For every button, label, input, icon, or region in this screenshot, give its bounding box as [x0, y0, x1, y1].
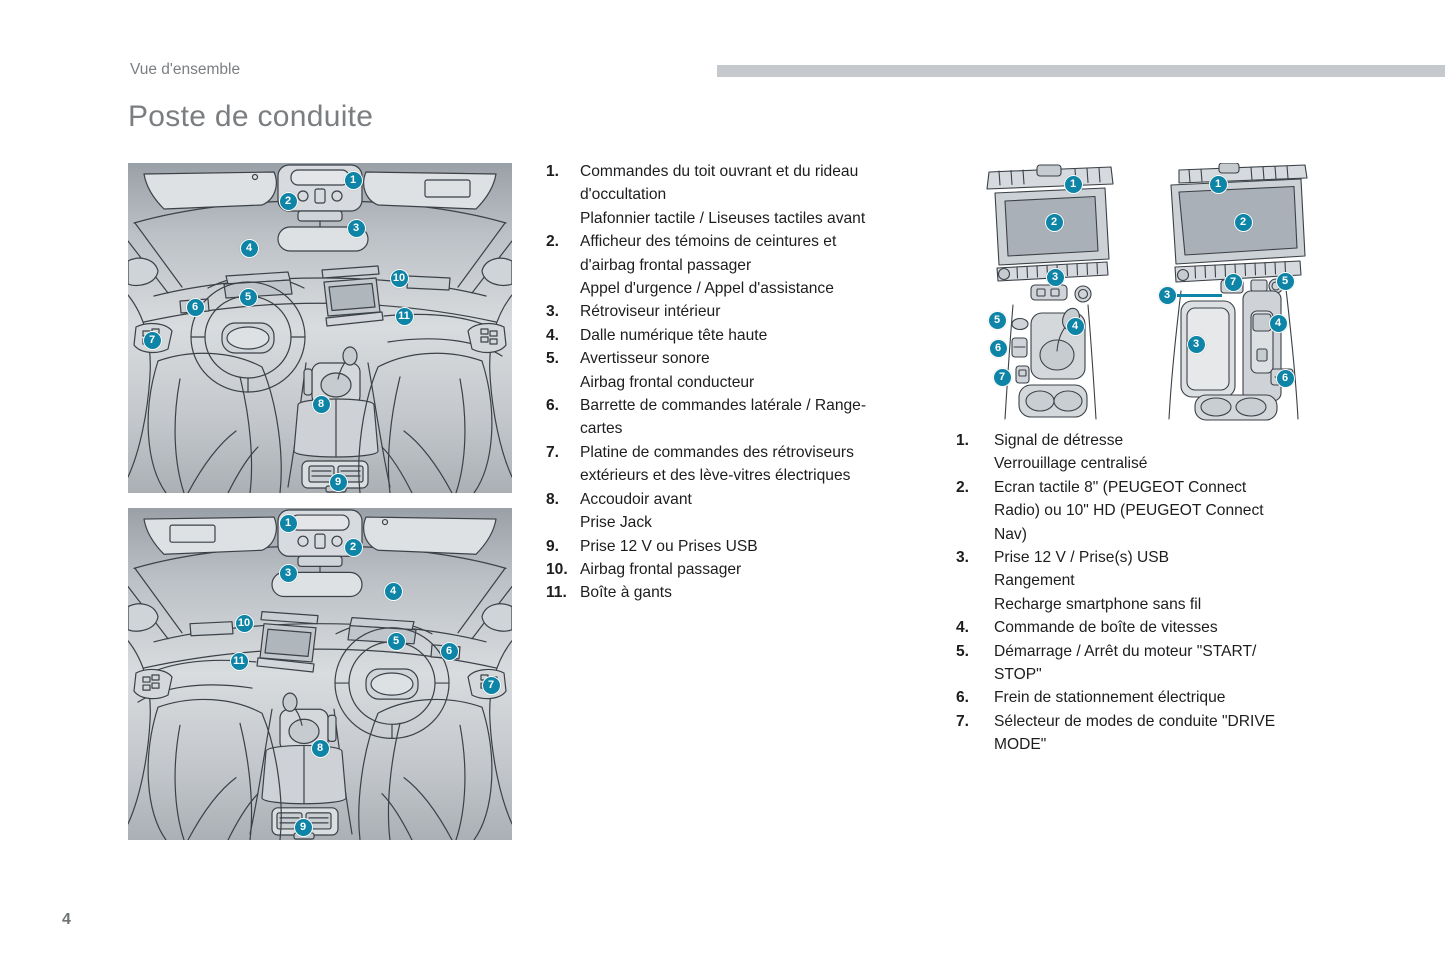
list-item-line: Boîte à gants	[580, 584, 672, 602]
list-item-line: Accoudoir avant	[580, 490, 692, 508]
console-8-inch-callouts	[985, 163, 1115, 421]
list-item-number: 5.	[546, 350, 560, 368]
page-number: 4	[62, 911, 71, 928]
list-item-number: 6.	[546, 397, 560, 415]
callout-1: 1	[344, 171, 363, 190]
console-callout-list	[956, 429, 1351, 757]
callout-9: 9	[294, 818, 313, 837]
list-item-line: Rangement	[994, 572, 1075, 590]
list-item-text	[580, 347, 936, 394]
list-item-text	[994, 640, 1351, 687]
figure-console-10-inch	[1155, 163, 1310, 421]
list-item	[546, 300, 936, 323]
list-item-line: Appel d'urgence / Appel d'assistance	[580, 280, 834, 298]
list-item	[956, 686, 1351, 709]
callout-5: 5	[387, 632, 406, 651]
list-item-number: 1.	[956, 432, 970, 449]
callout-4: 4	[1066, 317, 1085, 336]
callout-4: 4	[240, 239, 259, 258]
list-item	[546, 160, 936, 230]
list-item-line: Rétroviseur intérieur	[580, 303, 721, 321]
callout-1: 1	[1209, 175, 1228, 194]
callout-3: 3	[1187, 335, 1206, 354]
list-item-line: Ecran tactile 8" (PEUGEOT Connect	[994, 478, 1247, 496]
list-item-text	[994, 546, 1351, 616]
callout-2: 2	[1045, 213, 1064, 232]
list-item-line: Signal de détresse	[994, 432, 1124, 449]
list-item	[546, 230, 936, 300]
callout-2: 2	[279, 192, 298, 211]
list-item	[956, 476, 1351, 546]
list-item-number: 4.	[956, 619, 970, 637]
list-item-line: Airbag frontal passager	[580, 560, 742, 578]
list-item-number: 2.	[546, 233, 560, 251]
callout-6: 6	[1276, 369, 1295, 388]
callout-5: 5	[1276, 272, 1295, 291]
list-item-line: Afficheur des témoins de ceintures et	[580, 233, 837, 251]
list-item	[956, 429, 1351, 476]
list-item	[546, 558, 936, 581]
list-item	[546, 347, 936, 394]
list-item	[546, 581, 936, 604]
list-item-line: Démarrage / Arrêt du moteur "START/	[994, 642, 1257, 660]
list-item-line: Commandes du toit ouvrant et du rideau	[580, 163, 859, 180]
list-item-text	[580, 488, 936, 535]
list-item	[546, 488, 936, 535]
list-item-text	[994, 429, 1351, 476]
list-item-number: 7.	[546, 443, 560, 461]
callout-8: 8	[312, 395, 331, 414]
list-item-number: 7.	[956, 712, 970, 730]
list-item-text	[580, 441, 936, 488]
figure-console-8-inch	[985, 163, 1115, 421]
list-item-text	[580, 230, 936, 300]
callout-1: 1	[279, 514, 298, 533]
list-item	[546, 324, 936, 347]
list-item-number: 5.	[956, 642, 970, 660]
list-item-line: Avertisseur sonore	[580, 350, 710, 368]
console-10-inch-callouts	[1155, 163, 1310, 421]
callout-11: 11	[395, 307, 414, 326]
list-item-line: Frein de stationnement électrique	[994, 689, 1226, 707]
list-item-text	[580, 160, 936, 230]
callout-2: 2	[344, 538, 363, 557]
list-item-number: 1.	[546, 163, 560, 180]
list-item-line: d'occultation	[580, 186, 667, 204]
callout-9: 9	[329, 473, 348, 492]
breadcrumb-section: Vue d'ensemble	[130, 61, 241, 78]
list-item-line: Sélecteur de modes de conduite "DRIVE	[994, 712, 1276, 730]
callout-6: 6	[440, 642, 459, 661]
callout-7: 7	[482, 676, 501, 695]
callout-3: 3	[1158, 286, 1177, 305]
list-item-number: 10.	[546, 560, 568, 578]
list-item-number: 3.	[956, 549, 970, 567]
list-item	[956, 616, 1351, 639]
list-item-number: 8.	[546, 490, 560, 508]
list-item-line: Commande de boîte de vitesses	[994, 619, 1218, 637]
list-item-text	[580, 581, 936, 604]
list-item-line: Nav)	[994, 525, 1027, 543]
list-item-line: Dalle numérique tête haute	[580, 326, 768, 344]
list-item-line: Prise 12 V ou Prises USB	[580, 537, 758, 555]
list-item-line: d'airbag frontal passager	[580, 256, 752, 274]
callout-7: 7	[1224, 273, 1243, 292]
list-item-text	[580, 558, 936, 581]
callout-11: 11	[230, 652, 249, 671]
list-item	[956, 546, 1351, 616]
page-title: Poste de conduite	[128, 100, 374, 133]
list-item-text	[994, 616, 1351, 639]
list-item	[546, 441, 936, 488]
list-item-number: 11.	[546, 584, 567, 602]
list-item-line: Verrouillage centralisé	[994, 455, 1148, 473]
callout-3: 3	[347, 219, 366, 238]
interior-lhd-callouts	[128, 163, 512, 493]
list-item-line: Prise 12 V / Prise(s) USB	[994, 549, 1170, 567]
list-item-text	[994, 686, 1351, 709]
list-item-line: STOP"	[994, 666, 1042, 684]
callout-6: 6	[989, 339, 1008, 358]
list-item	[546, 535, 936, 558]
list-item-text	[580, 394, 936, 441]
callout-1: 1	[1064, 175, 1083, 194]
callout-8: 8	[311, 739, 330, 758]
interior-rhd-callouts	[128, 508, 512, 840]
list-item-number: 2.	[956, 478, 970, 496]
callout-3: 3	[1046, 268, 1065, 287]
list-item	[546, 394, 936, 441]
callout-10: 10	[390, 269, 409, 288]
callout-2: 2	[1234, 213, 1253, 232]
callout-6: 6	[186, 298, 205, 317]
list-item-text	[994, 710, 1351, 757]
list-item-text	[580, 324, 936, 347]
list-item-line: extérieurs et des lève-vitres électriques	[580, 467, 851, 485]
figure-interior-lhd	[128, 163, 512, 493]
interior-callout-list	[546, 160, 936, 605]
callout-3: 3	[279, 564, 298, 583]
list-item-text	[994, 476, 1351, 546]
callout-4: 4	[1269, 314, 1288, 333]
list-item-text	[580, 535, 936, 558]
list-item-text	[580, 300, 936, 323]
callout-10: 10	[235, 614, 254, 633]
figure-interior-rhd	[128, 508, 512, 840]
callout-5: 5	[988, 311, 1007, 330]
list-item	[956, 640, 1351, 687]
callout-5: 5	[239, 288, 258, 307]
list-item-line: Radio) ou 10" HD (PEUGEOT Connect	[994, 502, 1264, 520]
list-item-line: Barrette de commandes latérale / Range-	[580, 397, 867, 415]
list-item-line: MODE"	[994, 736, 1047, 754]
callout-7: 7	[143, 331, 162, 350]
list-item-number: 4.	[546, 326, 560, 344]
list-item-number: 6.	[956, 689, 970, 707]
list-item-number: 3.	[546, 303, 560, 321]
list-item-line: Plafonnier tactile / Liseuses tactiles avant	[580, 209, 866, 227]
callout-4: 4	[384, 582, 403, 601]
callout-7: 7	[993, 368, 1012, 387]
list-item-line: Prise Jack	[580, 514, 652, 532]
list-item-number: 9.	[546, 537, 560, 555]
list-item-line: Platine de commandes des rétroviseurs	[580, 443, 854, 461]
header-accent-bar	[717, 65, 1445, 77]
list-item-line: Airbag frontal conducteur	[580, 373, 755, 391]
list-item-line: Recharge smartphone sans fil	[994, 595, 1202, 613]
list-item	[956, 710, 1351, 757]
list-item-line: cartes	[580, 420, 623, 438]
